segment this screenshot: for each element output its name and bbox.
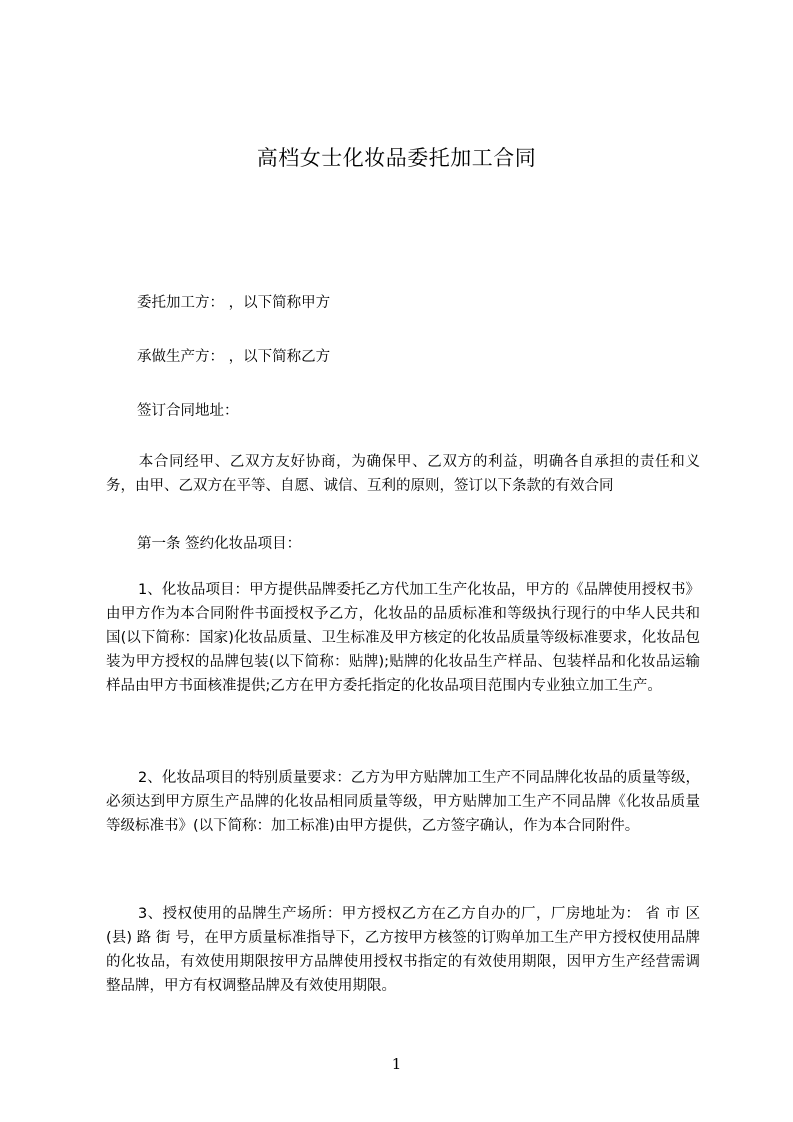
intro-paragraph [106, 450, 700, 498]
clause-2-text: 2、化妆品项目的特别质量要求：乙方为甲方贴牌加工生产不同品牌化妆品的质量等级，必须达到甲方原生产品牌的化妆品相同质量等级，甲方贴牌加工生产不同品牌《化妆品质量等级标准书》(以下简称：加工标准)由甲方提供，乙方签字确认，作为本合同附件。 [106, 770, 700, 834]
intro-text: 本合同经甲、乙双方友好协商，为确保甲、乙双方的利益，明确各自承担的责任和义务，由甲、乙双方在平等、自愿、诚信、互利的原则，签订以下条款的有效合同 [106, 454, 700, 494]
contract-address-line: 签订合同地址： [137, 403, 239, 419]
clause-1-paragraph [106, 578, 700, 698]
document-title: 高档女士化妆品委托加工合同 [256, 146, 537, 170]
page-number: 1 [391, 1055, 402, 1073]
clause-3-text: 3、授权使用的品牌生产场所：甲方授权乙方在乙方自办的厂，厂房地址为： 省 市 区(县) 路 街 号，在甲方质量标准指导下，乙方按甲方核签的订购单加工生产甲方授权使用品牌的化妆品，有效使用期限按甲方品牌使用授权书指定的有效使用期限，因甲方生产经营需调整品牌，甲方有权调整品牌及有效使用期限。 [106, 906, 700, 994]
article-1-heading: 第一条 签约化妆品项目： [137, 536, 302, 552]
party-b-line: 承做生产方： ，以下简称乙方 [137, 349, 331, 365]
clause-1-text: 1、化妆品项目：甲方提供品牌委托乙方代加工生产化妆品，甲方的《品牌使用授权书》由甲方作为本合同附件书面授权予乙方，化妆品的品质标准和等级执行现行的中华人民共和国(以下简称：国家)化妆品质量、卫生标准及甲方核定的化妆品质量等级标准要求，化妆品包装为甲方授权的品牌包装(以下简称：贴牌);贴牌的化妆品生产样品、包装样品和化妆品运输样品由甲方书面核准提供;乙方在甲方委托指定的化妆品项目范围内专业独立加工生产。 [106, 582, 700, 694]
clause-2-paragraph [106, 766, 700, 838]
clause-3-paragraph [106, 902, 700, 998]
party-a-line: 委托加工方： ，以下简称甲方 [137, 295, 331, 311]
